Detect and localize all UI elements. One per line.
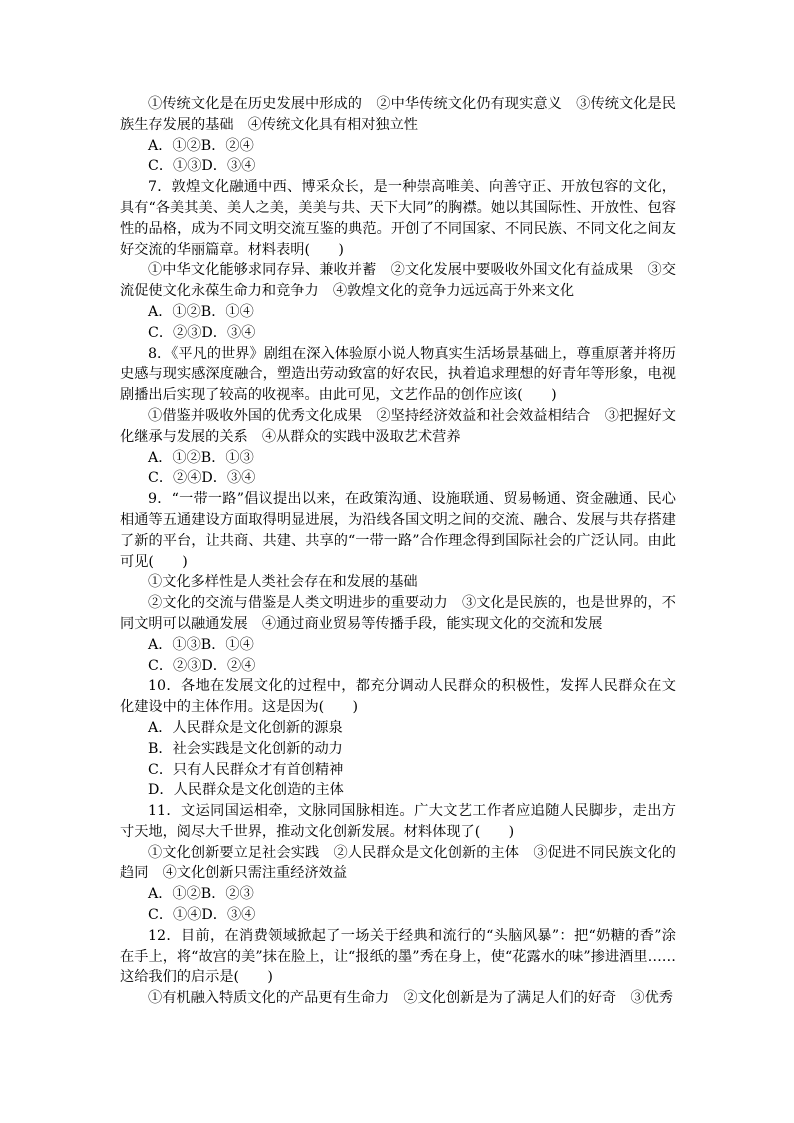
question-11-statements: ①文化创新要立足社会实践 ②人民群众是文化创新的主体 ③促进不同民族文化的趋同 ④文化创新只需注重经济效益 — [120, 844, 676, 882]
question-8-options-ab: A．①②B．①③ — [148, 449, 254, 466]
question-10-option-a: A．人民群众是文化创新的源泉 — [148, 719, 343, 736]
question-12-stem: 12．目前，在消费领域掀起了一场关于经典和流行的“头脑风暴”：把“奶糖的香”涂在手上，将“故宫的美”抹在脸上，让“报纸的墨”秀在身上，使“花露水的味”掺进酒里……这给我们的启示是( ) — [120, 927, 676, 986]
question-6-options-cd: C．①③D．③④ — [148, 158, 256, 175]
question-10-option-b: B．社会实践是文化创新的动力 — [148, 740, 343, 757]
question-9-options-ab: A．①③B．①④ — [148, 636, 254, 653]
question-9-stem: 9．“一带一路”倡议提出以来，在政策沟通、设施联通、贸易畅通、资金融通、民心相通等五通建设方面取得明显进展，为沿线各国文明之间的交流、融合、发展与共存搭建了新的平台，让共商、共建、共享的“一带一路”合作理念得到国际社会的广泛认同。由此可见( ) — [120, 491, 676, 570]
question-11-stem: 11．文运同国运相牵，文脉同国脉相连。广大文艺工作者应追随人民脚步，走出方寸天地，阅尽大千世界，推动文化创新发展。材料体现了( ) — [120, 803, 676, 840]
question-11-options-ab: A．①②B．②③ — [148, 886, 254, 903]
question-10-option-c: C．只有人民群众才有首创精神 — [148, 761, 344, 778]
question-10-stem: 10．各地在发展文化的过程中，都充分调动人民群众的积极性，发挥人民群众在文化建设中的主体作用。这是因为( ) — [120, 678, 676, 716]
question-9-options-cd: C．②③D．②④ — [148, 657, 256, 674]
question-6-options-ab: A．①②B．②④ — [148, 137, 254, 154]
question-7-options-ab: A．①②B．①④ — [148, 303, 254, 320]
question-7-statements: ①中华文化能够求同存异、兼收并蓄 ②文化发展中要吸收外国文化有益成果 ③交流促使文化永葆生命力和竞争力 ④敦煌文化的竞争力远远高于外来文化 — [120, 262, 676, 300]
question-11-options-cd: C．①④D．③④ — [148, 907, 256, 924]
question-8-stem: 8．《平凡的世界》剧组在深入体验原小说人物真实生活场景基础上，尊重原著并将历史感与现实感深度融合，塑造出劳动致富的好农民，执着追求理想的好青年等形象，电视剧播出后实现了较高的收视率。由此可见，文艺作品的创作应该( ) — [120, 345, 676, 404]
question-10-option-d: D．人民群众是文化创造的主体 — [148, 782, 344, 799]
question-7-stem: 7．敦煌文化融通中西、博采众长，是一种崇高唯美、向善守正、开放包容的文化，具有“各美其美、美人之美，美美与共、天下大同”的胸襟。她以其国际性、开放性、包容性的品格，成为不同文明交流互鉴的典范。开创了不同国家、不同民族、不同文化之间友好交流的华丽篇章。材料表明( ) — [120, 179, 676, 258]
question-7-options-cd: C．②③D．③④ — [148, 324, 256, 341]
exam-page — [120, 94, 676, 1009]
question-9-statement-1: ①文化多样性是人类社会存在和发展的基础 — [148, 574, 418, 591]
question-8-options-cd: C．②④D．③④ — [148, 470, 256, 487]
question-12-statements: ①有机融入特质文化的产品更有生命力 ②文化创新是为了满足人们的好奇 ③优秀 — [148, 990, 673, 1007]
question-6-statements: ①传统文化是在历史发展中形成的 ②中华传统文化仍有现实意义 ③传统文化是民族生存发展的基础 ④传统文化具有相对独立性 — [120, 96, 676, 133]
question-9-statements-2-4: ②文化的交流与借鉴是人类文明进步的重要动力 ③文化是民族的，也是世界的，不同文明可以融通发展 ④通过商业贸易等传播手段，能实现文化的交流和发展 — [120, 595, 676, 632]
question-8-statements: ①借鉴并吸收外国的优秀文化成果 ②坚持经济效益和社会效益相结合 ③把握好文化继承与发展的关系 ④从群众的实践中汲取艺术营养 — [120, 407, 676, 445]
